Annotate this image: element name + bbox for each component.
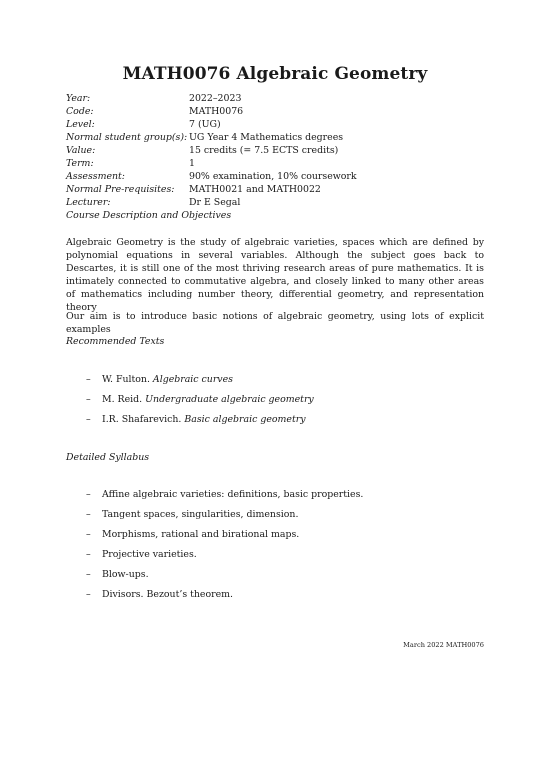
list-dash: – [86, 589, 91, 600]
syllabus-item-text: Morphisms, rational and birational maps. [102, 529, 300, 540]
aim-paragraph: Our aim is to introduce basic notions of algebraic geometry, using lots of explicit examples [66, 311, 484, 335]
syllabus-item-text: Blow-ups. [102, 569, 149, 580]
list-item [86, 489, 363, 500]
list-dash: – [86, 374, 91, 385]
info-key: Level: [66, 119, 95, 130]
info-value: 1 [189, 158, 195, 169]
page-title: MATH0076 Algebraic Geometry [122, 64, 428, 84]
info-value: Dr E Segal [189, 197, 241, 208]
info-value: MATH0021 and MATH0022 [189, 184, 321, 195]
list-item [86, 394, 314, 405]
info-value: UG Year 4 Mathematics degrees [189, 132, 344, 143]
info-row-value [66, 144, 357, 157]
info-key: Year: [66, 93, 91, 104]
list-item [86, 374, 314, 385]
syllabus-item-text: Divisors. Bezout’s theorem. [102, 589, 234, 600]
info-row-student-group [66, 131, 357, 144]
info-value: MATH0076 [189, 106, 244, 117]
text-author: W. Fulton. [102, 374, 150, 385]
info-key: Term: [66, 158, 94, 169]
description-paragraph: Algebraic Geometry is the study of algebraic varieties, spaces which are defined by polynomial equations in several variables. Although the subject goes back to Descartes, it is still one of the most thriving research areas of pure mathematics. It is intimately connected to commutative algebra, and closely linked to many other areas of mathematics including number theory, differential geometry, and representation theory [66, 237, 484, 313]
recommended-texts-list [86, 374, 314, 425]
syllabus-heading: Detailed Syllabus [66, 452, 150, 463]
info-row-assessment [66, 170, 357, 183]
description-heading: Course Description and Objectives [66, 210, 232, 221]
list-item [86, 414, 314, 425]
info-key: Normal Pre-requisites: [66, 184, 175, 195]
list-dash: – [86, 569, 91, 580]
list-dash: – [86, 509, 91, 520]
syllabus-list [86, 489, 363, 600]
list-item [86, 589, 363, 600]
text-title: Undergraduate algebraic geometry [145, 394, 314, 405]
info-key: Assessment: [66, 171, 125, 182]
syllabus-item-text: Affine algebraic varieties: definitions, basic properties. [102, 489, 364, 500]
info-row-level [66, 118, 357, 131]
text-author: M. Reid. [102, 394, 143, 405]
list-dash: – [86, 549, 91, 560]
info-key: Value: [66, 145, 96, 156]
info-row-prerequisites [66, 183, 357, 196]
list-item [86, 549, 363, 560]
list-dash: – [86, 489, 91, 500]
info-value: 2022–2023 [189, 93, 242, 104]
list-dash: – [86, 414, 91, 425]
list-dash: – [86, 529, 91, 540]
list-dash: – [86, 394, 91, 405]
syllabus-item-text: Projective varieties. [102, 549, 197, 560]
list-item [86, 569, 363, 580]
recommended-texts-heading: Recommended Texts [66, 336, 165, 347]
syllabus-item-text: Tangent spaces, singularities, dimension. [102, 509, 299, 520]
info-row-code [66, 105, 357, 118]
text-title: Basic algebraic geometry [184, 414, 306, 425]
info-key: Normal student group(s): [66, 132, 188, 143]
info-row-year [66, 92, 357, 105]
list-item [86, 529, 363, 540]
text-author: I.R. Shafarevich. [102, 414, 182, 425]
page-footer: March 2022 MATH0076 [403, 641, 484, 649]
info-row-term [66, 157, 357, 170]
info-key: Lecturer: [66, 197, 111, 208]
course-info-table [66, 92, 357, 209]
info-row-lecturer [66, 196, 357, 209]
info-value: 7 (UG) [189, 119, 221, 130]
text-title: Algebraic curves [152, 374, 233, 385]
list-item [86, 509, 363, 520]
info-value: 15 credits (= 7.5 ECTS credits) [189, 145, 339, 156]
info-value: 90% examination, 10% coursework [189, 171, 357, 182]
info-key: Code: [66, 106, 94, 117]
